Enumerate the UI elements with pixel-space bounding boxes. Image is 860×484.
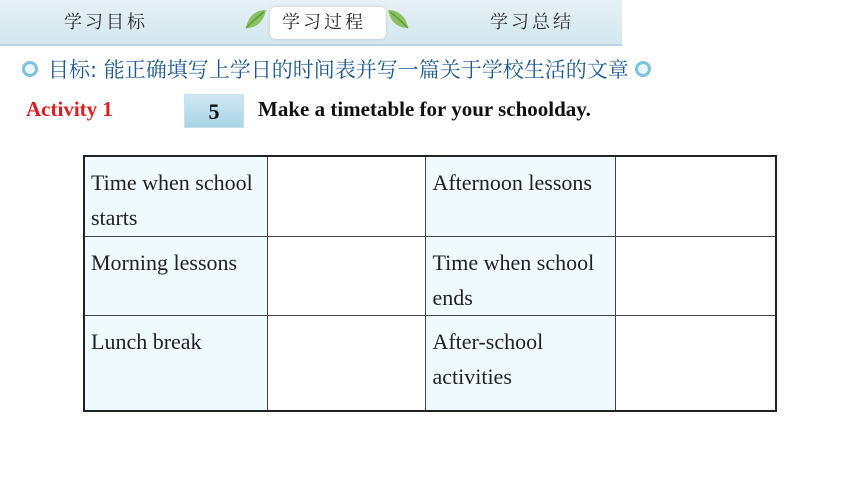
activity-label: Activity 1 — [26, 97, 113, 121]
bullet-circle-icon — [22, 61, 38, 77]
row-label-lunch-break: Lunch break — [84, 315, 268, 411]
row-label-school-starts: Time when school starts — [84, 156, 268, 236]
row-label-school-ends: Time when school ends — [426, 236, 616, 315]
goal-text: 目标: 能正确填写上学日的时间表并写一篇关于学校生活的文章 — [48, 58, 629, 82]
row-label-morning-lessons: Morning lessons — [84, 236, 268, 315]
table-row — [84, 315, 776, 411]
answer-cell-afternoon-lessons[interactable] — [616, 156, 776, 236]
answer-cell-school-ends[interactable] — [616, 236, 776, 315]
bullet-circle-icon — [635, 61, 651, 77]
timetable — [83, 155, 777, 412]
activity-number-badge: 5 — [184, 94, 244, 128]
answer-cell-school-starts[interactable] — [268, 156, 426, 236]
leaf-icon — [384, 4, 414, 34]
answer-cell-after-school-activities[interactable] — [616, 315, 776, 411]
activity-instruction: Make a timetable for your schoolday. — [258, 97, 591, 121]
answer-cell-morning-lessons[interactable] — [268, 236, 426, 315]
tab-learning-goals[interactable]: 学习目标 — [64, 12, 148, 33]
tab-learning-summary[interactable]: 学习总结 — [490, 12, 574, 33]
answer-cell-lunch-break[interactable] — [268, 315, 426, 411]
row-label-afternoon-lessons: Afternoon lessons — [426, 156, 616, 236]
top-nav-bar — [0, 0, 622, 46]
table-row — [84, 156, 776, 236]
learning-goal — [22, 54, 651, 84]
leaf-icon — [240, 4, 270, 34]
table-row — [84, 236, 776, 315]
tab-learning-process[interactable]: 学习过程 — [282, 12, 366, 33]
row-label-after-school-activities: After-school activities — [426, 315, 616, 411]
